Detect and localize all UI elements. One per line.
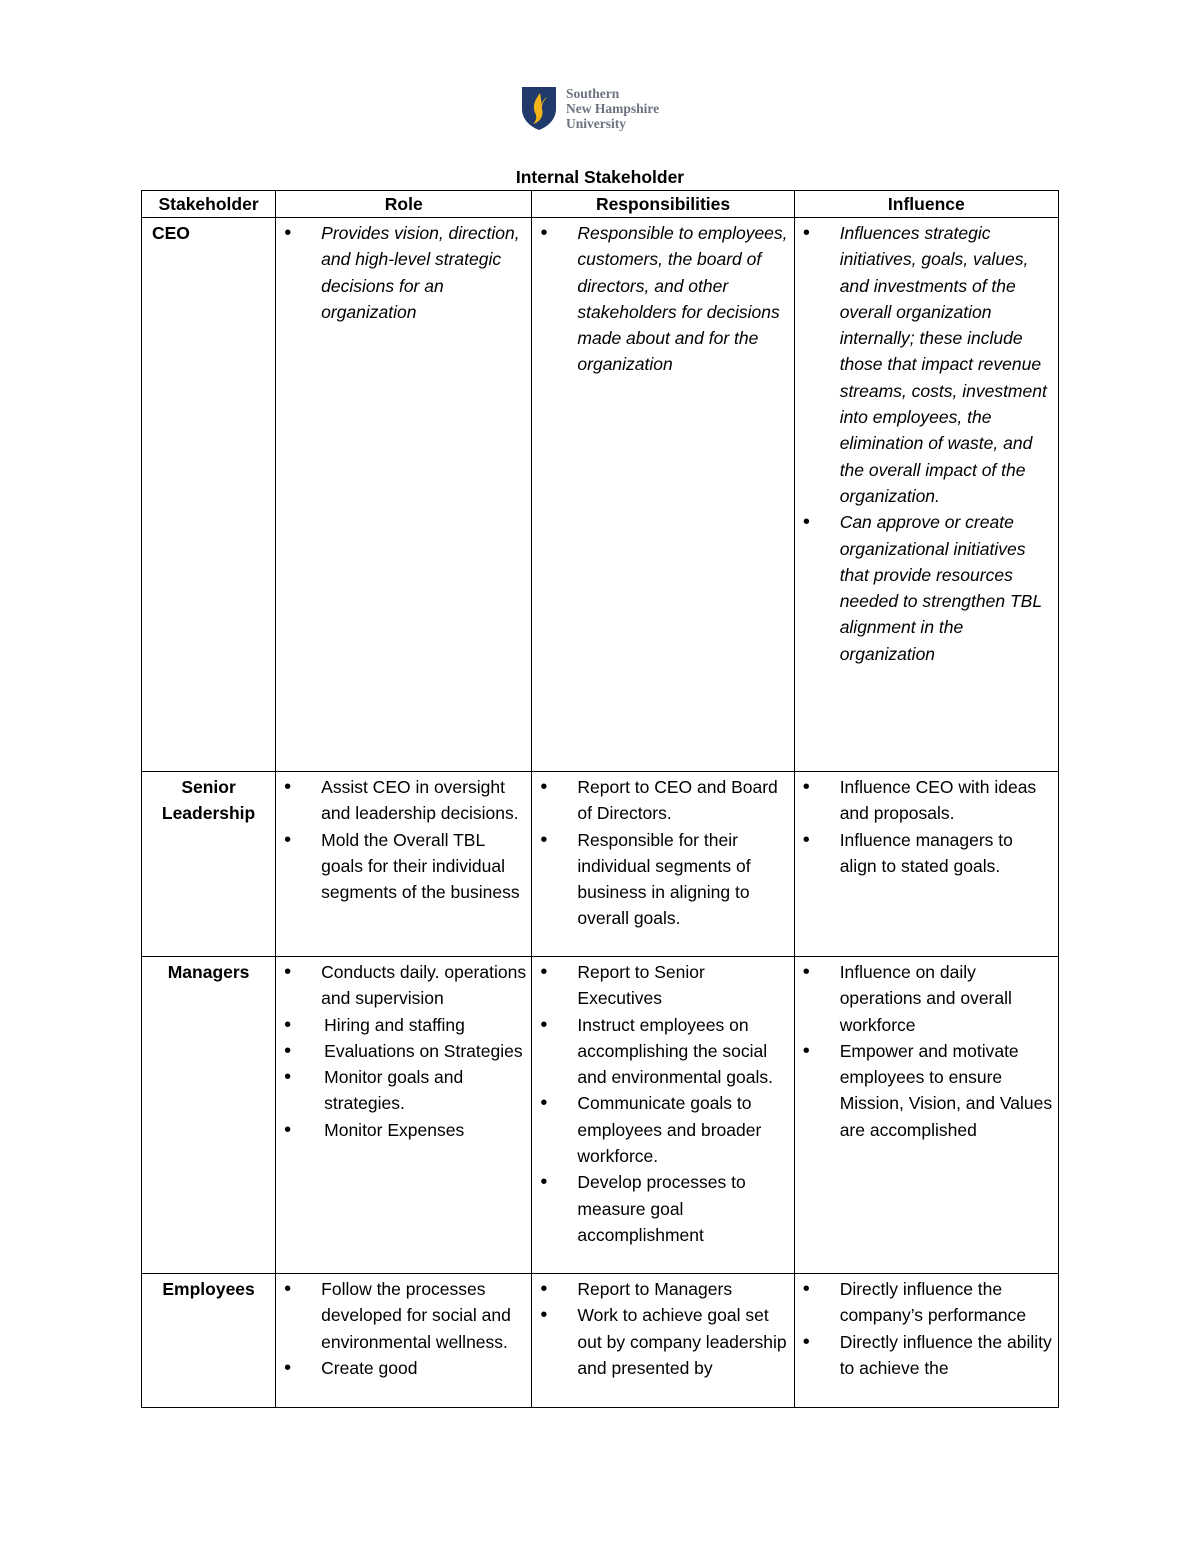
responsibilities-list: [532, 957, 793, 1248]
table-row-employees: [142, 1274, 1059, 1408]
list-item: • Influence CEO with ideas and proposals.: [795, 774, 1054, 827]
cell-stakeholder: [142, 957, 276, 1274]
list-item: • Influences strategic initiatives, goals, values, and investments of the overall organization internally; these include those that impact revenue streams, costs, investment into employees, the elimination of waste, and the overall impact of the organization.: [795, 220, 1054, 509]
list-item: • Responsible for their individual segments of business in aligning to overall goals.: [532, 827, 789, 932]
stakeholder-name: Employees: [162, 1279, 255, 1299]
cell-responsibilities: [532, 772, 794, 957]
list-item: • Provides vision, direction, and high-level strategic decisions for an organization: [276, 220, 527, 325]
list-item: • Follow the processes developed for social and environmental wellness.: [276, 1276, 527, 1355]
list-item: • Conducts daily. operations and supervision: [276, 959, 527, 1012]
responsibilities-list: [532, 218, 793, 378]
header-responsibilities: Responsibilities: [532, 191, 794, 218]
list-item: • Work to achieve goal set out by company leadership and presented by: [532, 1302, 789, 1381]
list-item: • Influence managers to align to stated goals.: [795, 827, 1054, 880]
role-list: [276, 957, 531, 1143]
header-influence: Influence: [794, 191, 1058, 218]
cell-stakeholder: [142, 772, 276, 957]
role-list: [276, 772, 531, 905]
cell-role: [276, 218, 532, 772]
influence-list: [795, 218, 1058, 667]
cell-role: [276, 772, 532, 957]
header-role: Role: [276, 191, 532, 218]
responsibilities-list: [532, 1274, 793, 1381]
cell-clip: [276, 1274, 531, 1407]
logo-wordmark: [566, 86, 659, 131]
header-stakeholder: Stakeholder: [142, 191, 276, 218]
list-item: • Monitor goals and strategies.: [276, 1064, 527, 1117]
list-item: • Create good: [276, 1355, 527, 1381]
list-item: • Responsible to employees, customers, the board of directors, and other stakeholders for decisions made about and for the organization: [532, 220, 789, 378]
cell-clip: [795, 1274, 1058, 1407]
stakeholder-name: Managers: [167, 962, 250, 982]
stakeholder-table: [141, 190, 1059, 1408]
cell-influence: [794, 772, 1058, 957]
influence-list: [795, 957, 1058, 1143]
list-item: • Directly influence the ability to achieve the: [795, 1329, 1054, 1382]
list-item: • Instruct employees on accomplishing the social and environmental goals.: [532, 1012, 789, 1091]
cell-influence: [794, 957, 1058, 1274]
list-item: • Directly influence the company’s performance: [795, 1276, 1054, 1329]
cell-role: [276, 957, 532, 1274]
cell-role: [276, 1274, 532, 1408]
list-item: • Develop processes to measure goal accomplishment: [532, 1169, 789, 1248]
logo-line-2: New Hampshire: [566, 100, 660, 116]
stakeholder-name: Senior Leadership: [161, 777, 256, 823]
list-item: • Mold the Overall TBL goals for their individual segments of the business: [276, 827, 527, 906]
list-item: • Influence on daily operations and overall workforce: [795, 959, 1054, 1038]
stakeholder-name: CEO: [152, 223, 190, 243]
role-list: [276, 1274, 531, 1381]
responsibilities-list: [532, 772, 793, 932]
list-item: • Monitor Expenses: [276, 1117, 527, 1143]
logo-line-3: University: [566, 115, 626, 131]
cell-stakeholder: [142, 1274, 276, 1408]
list-item: • Assist CEO in oversight and leadership decisions.: [276, 774, 527, 827]
list-item: • Evaluations on Strategies: [276, 1038, 527, 1064]
table-row-senior-leadership: [142, 772, 1059, 957]
role-list: [276, 218, 531, 325]
cell-stakeholder: [142, 218, 276, 772]
table-row-ceo: [142, 218, 1059, 772]
shield-flame-icon: [520, 85, 558, 131]
header-row: [142, 191, 1059, 218]
cell-clip: [532, 1274, 793, 1407]
cell-responsibilities: [532, 1274, 794, 1408]
document-title: Internal Stakeholder: [515, 167, 685, 187]
university-logo: [520, 84, 690, 132]
cell-responsibilities: [532, 957, 794, 1274]
list-item: • Communicate goals to employees and broader workforce.: [532, 1090, 789, 1169]
logo-line-1: Southern: [566, 85, 620, 101]
list-item: • Empower and motivate employees to ensure Mission, Vision, and Values are accomplished: [795, 1038, 1054, 1143]
influence-list: [795, 1274, 1058, 1381]
table-row-managers: [142, 957, 1059, 1274]
cell-influence: [794, 1274, 1058, 1408]
cell-influence: [794, 218, 1058, 772]
list-item: • Hiring and staffing: [276, 1012, 527, 1038]
influence-list: [795, 772, 1058, 879]
list-item: • Can approve or create organizational initiatives that provide resources needed to strengthen TBL alignment in the organization: [795, 509, 1054, 667]
cell-responsibilities: [532, 218, 794, 772]
list-item: • Report to CEO and Board of Directors.: [532, 774, 789, 827]
list-item: • Report to Senior Executives: [532, 959, 789, 1012]
list-item: • Report to Managers: [532, 1276, 789, 1302]
